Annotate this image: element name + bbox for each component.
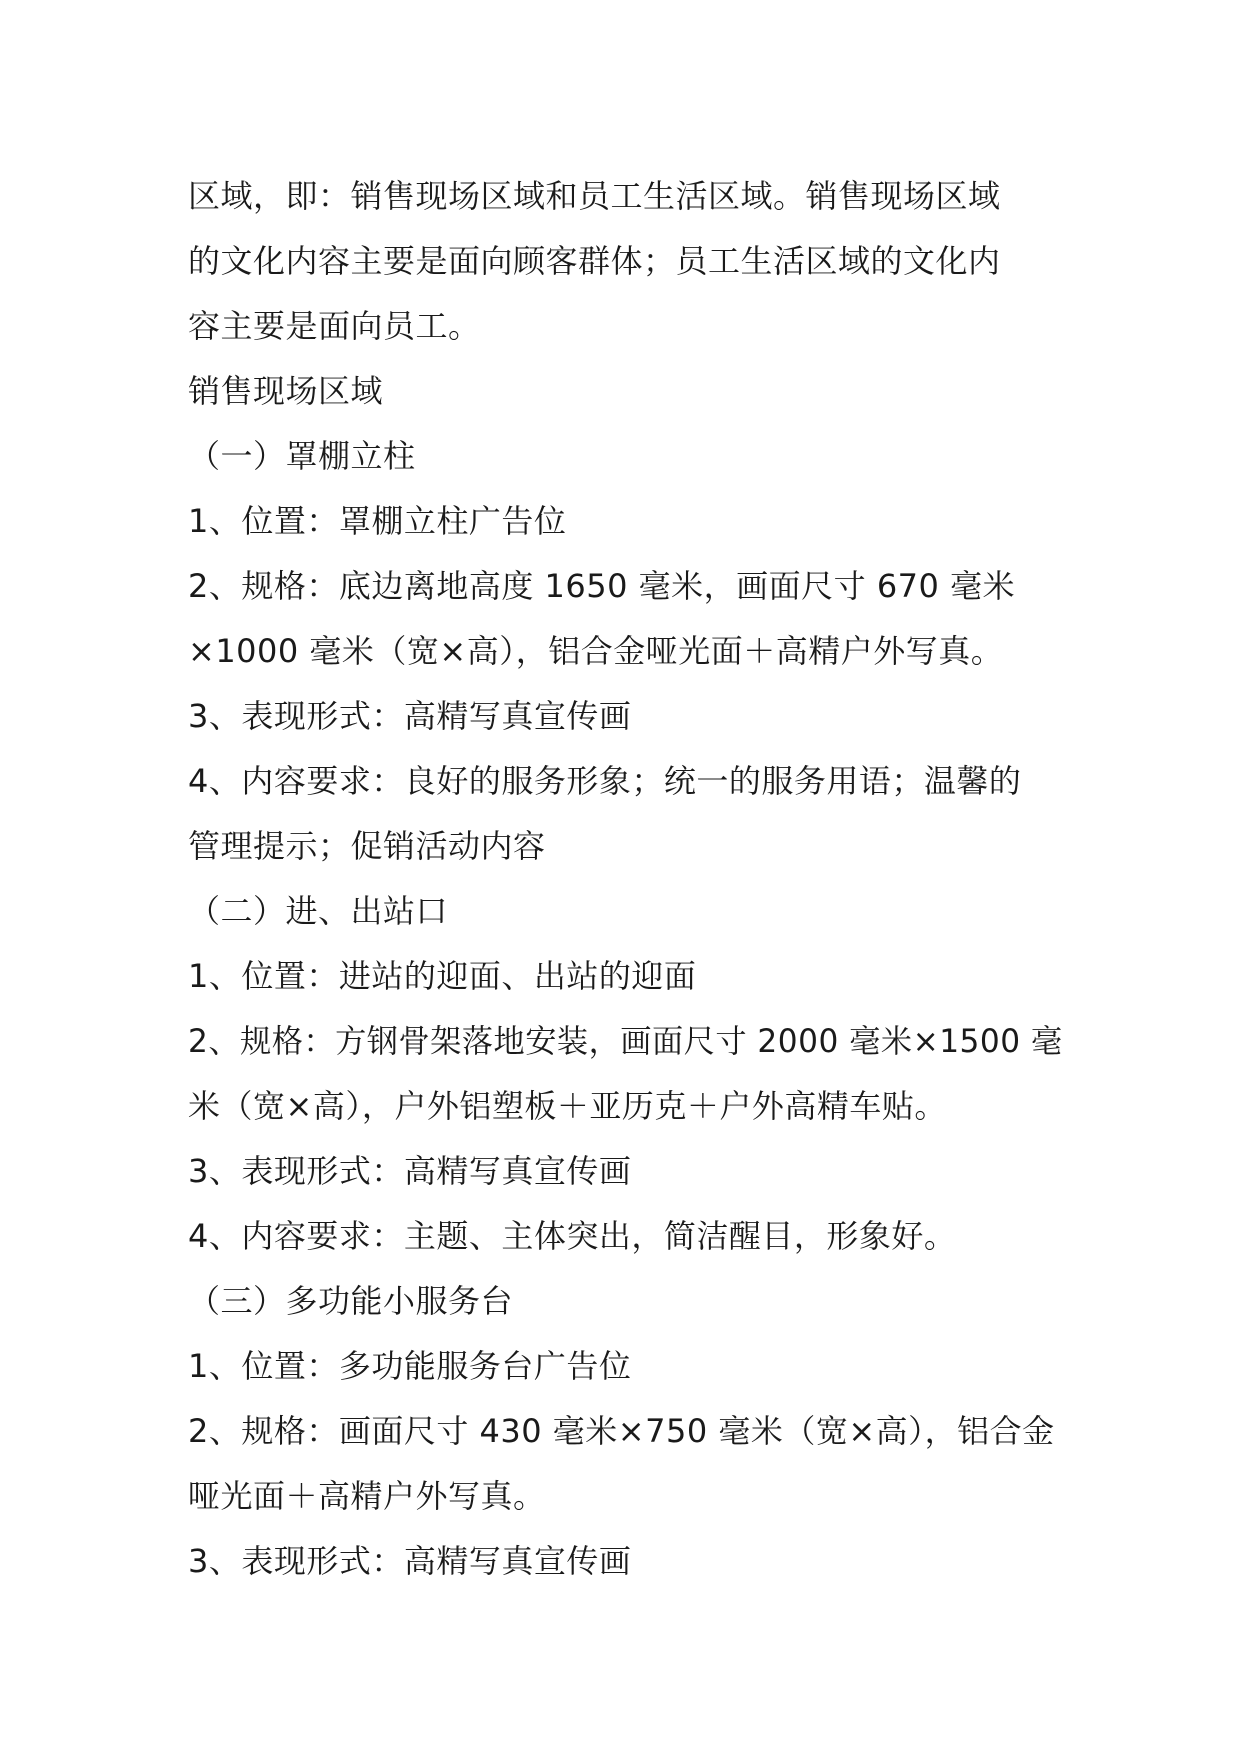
subsection-heading: （一）罩棚立柱 [188,437,416,475]
text-line: 哑光面＋高精户外写真。 [188,1477,546,1515]
text-line: 4、内容要求：良好的服务形象；统一的服务用语；温馨的 [188,762,1022,800]
text-line: 容主要是面向员工。 [188,307,481,345]
text-line: 1、位置：罩棚立柱广告位 [188,502,567,540]
subsection-heading: （三）多功能小服务台 [188,1282,514,1320]
text-line: ×1000 毫米（宽×高），铝合金哑光面＋高精户外写真。 [188,632,1004,670]
section-heading: 销售现场区域 [188,372,384,410]
text-line: 3、表现形式：高精写真宣传画 [188,1542,632,1580]
subsection-heading: （二）进、出站口 [188,892,449,930]
text-line: 1、位置：进站的迎面、出站的迎面 [188,957,697,995]
text-line: 的文化内容主要是面向顾客群体；员工生活区域的文化内 [188,242,1001,280]
text-line: 4、内容要求：主题、主体突出，简洁醒目，形象好。 [188,1217,957,1255]
text-line: 管理提示；促销活动内容 [188,827,546,865]
text-line: 2、规格：画面尺寸 430 毫米×750 毫米（宽×高），铝合金 [188,1412,1055,1450]
text-line: 1、位置：多功能服务台广告位 [188,1347,632,1385]
text-line: 米（宽×高），户外铝塑板＋亚历克＋户外高精车贴。 [188,1087,947,1125]
text-line: 3、表现形式：高精写真宣传画 [188,1152,632,1190]
document-body [188,164,1063,1594]
text-line: 3、表现形式：高精写真宣传画 [188,697,632,735]
text-line: 区域，即：销售现场区域和员工生活区域。销售现场区域 [188,177,1001,215]
text-line: 2、规格：底边离地高度 1650 毫米，画面尺寸 670 毫米 [188,567,1016,605]
text-line: 2、规格：方钢骨架落地安装，画面尺寸 2000 毫米×1500 毫 [188,1022,1063,1060]
